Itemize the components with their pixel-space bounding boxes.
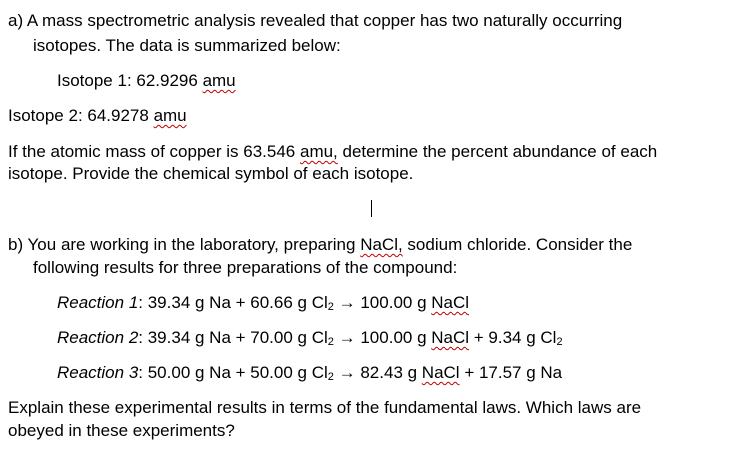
reaction-1-label: Reaction 1 — [57, 293, 139, 312]
reaction-3-reactants: : 50.00 g Na + 50.00 g Cl — [138, 363, 328, 382]
reaction-3-excess: + 17.57 g Na — [459, 363, 563, 382]
part-b-line-1 — [8, 234, 632, 256]
question-a-unit: amu, — [299, 142, 338, 161]
isotope-1-line — [57, 70, 236, 92]
isotope-2-unit: amu — [153, 106, 187, 125]
isotope-1-value: Isotope 1: 62.9296 — [57, 71, 203, 90]
reaction-1-reactants: : 39.34 g Na + 60.66 g Cl — [138, 293, 328, 312]
reaction-3-product: NaCl — [421, 363, 460, 382]
reaction-3-label: Reaction 3 — [57, 363, 139, 382]
reaction-1 — [57, 292, 469, 314]
part-b-nacl: NaCl, — [360, 235, 403, 254]
part-a-line-1: a) A mass spectrometric analysis revealed that copper has two naturally occurring — [8, 11, 623, 30]
isotope-2-value: Isotope 2: 64.9278 — [8, 106, 154, 125]
isotope-1-unit: amu — [202, 71, 236, 90]
reaction-1-arrow: → 100.00 g — [333, 293, 432, 312]
reaction-2-label: Reaction 2 — [57, 328, 139, 347]
reaction-2-excess-subscript: 2 — [556, 336, 563, 348]
reaction-2-subscript: 2 — [327, 336, 334, 348]
reaction-2-arrow: → 100.00 g — [333, 328, 432, 347]
text-cursor — [371, 200, 372, 217]
reaction-3 — [57, 362, 562, 384]
part-a-line-2: isotopes. The data is summarized below: — [33, 36, 341, 55]
reaction-1-product: NaCl — [431, 293, 470, 312]
part-b-line-2: following results for three preparations of the compound: — [33, 258, 458, 277]
part-b-text-post: sodium chloride. Consider the — [402, 235, 633, 254]
reaction-3-subscript: 2 — [327, 371, 334, 383]
reaction-2-excess: + 9.34 g Cl — [469, 328, 557, 347]
isotope-2-line — [8, 105, 187, 127]
question-a-line-1 — [8, 141, 657, 163]
reaction-2-reactants: : 39.34 g Na + 70.00 g Cl — [138, 328, 328, 347]
reaction-1-subscript: 2 — [327, 301, 334, 313]
reaction-3-arrow: → 82.43 g — [333, 363, 422, 382]
question-a-line-2: isotope. Provide the chemical symbol of each isotope. — [8, 164, 414, 183]
reaction-2 — [57, 327, 563, 349]
question-a-text-pre: If the atomic mass of copper is 63.546 — [8, 142, 300, 161]
reaction-2-product: NaCl — [431, 328, 470, 347]
closing-line-2: obeyed in these experiments? — [8, 421, 235, 440]
question-a-text-post: determine the percent abundance of each — [337, 142, 658, 161]
closing-line-1: Explain these experimental results in terms of the fundamental laws. Which laws are — [8, 398, 642, 417]
part-b-text-pre: b) You are working in the laboratory, preparing — [8, 235, 361, 254]
